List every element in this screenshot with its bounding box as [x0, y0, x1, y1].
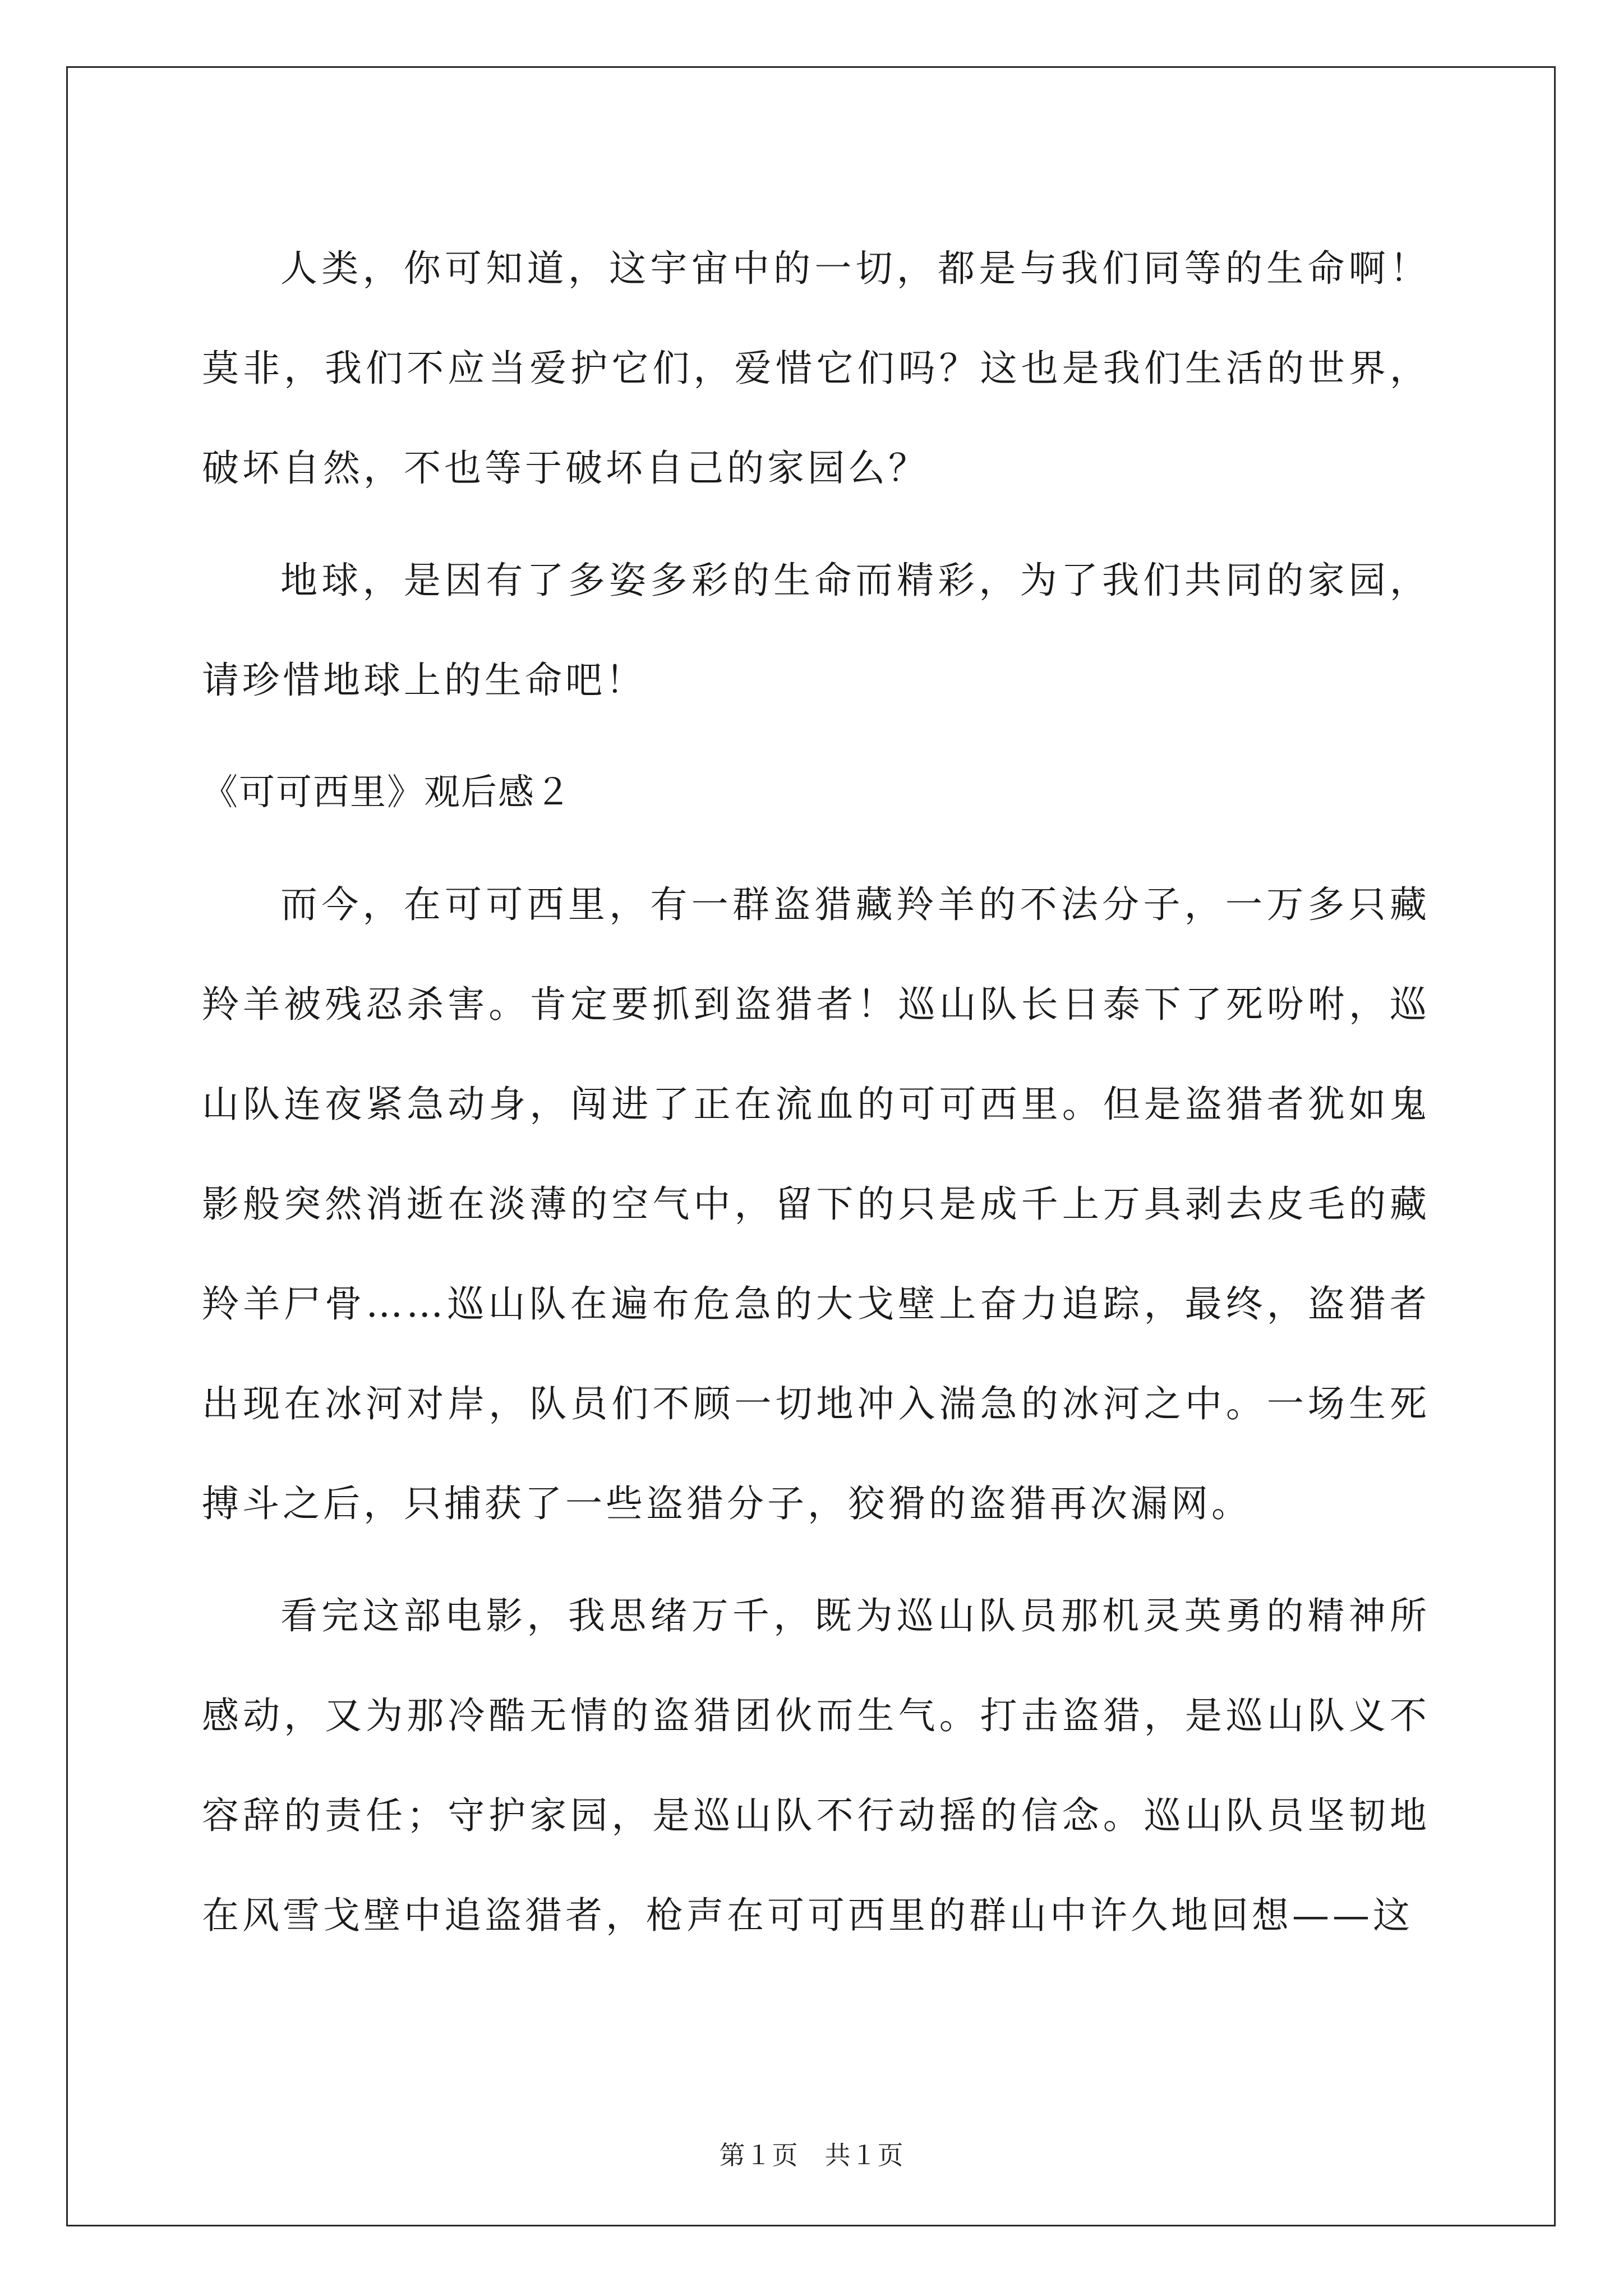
page-number-footer: 第１页 共１页 [719, 2140, 904, 2170]
paragraph: 而今，在可可西里，有一群盗猎藏羚羊的不法分子，一万多只藏羚羊被残忍杀害。肯定要抓到盗猎者！巡山队长日泰下了死吩咐，巡山队连夜紧急动身，闯进了正在流血的可可西里。但是盗猎者犹如鬼影般突然消逝在淡薄的空气中，留下的只是成千上万具剥去皮毛的藏羚羊尸骨……巡山队在遍布危急的大戈壁上奋力追踪，最终，盗猎者出现在冰河对岸，队员们不顾一切地冲入湍急的冰河之中。一场生死搏斗之后，只捕获了一些盗猎分子，狡猾的盗猎再次漏网。 [202, 883, 1430, 1525]
paragraph: 地球，是因有了多姿多彩的生命而精彩，为了我们共同的家园，请珍惜地球上的生命吧！ [202, 559, 1430, 702]
paragraph: 看完这部电影，我思绪万千，既为巡山队员那机灵英勇的精神所感动，又为那冷酷无情的盗猎团伙而生气。打击盗猎，是巡山队义不容辞的责任；守护家园，是巡山队不行动摇的信念。巡山队员坚韧地在风雪戈壁中追盗猎者，枪声在可可西里的群山中许久地回想——这 [202, 1594, 1430, 1937]
paragraph: 人类，你可知道，这宇宙中的一切，都是与我们同等的生命啊！莫非，我们不应当爱护它们，爱惜它们吗？这也是我们生活的世界，破坏自然，不也等于破坏自己的家园么？ [202, 247, 1430, 490]
section-heading: 《可可西里》观后感２ [202, 772, 572, 813]
document-body [202, 219, 1430, 1978]
